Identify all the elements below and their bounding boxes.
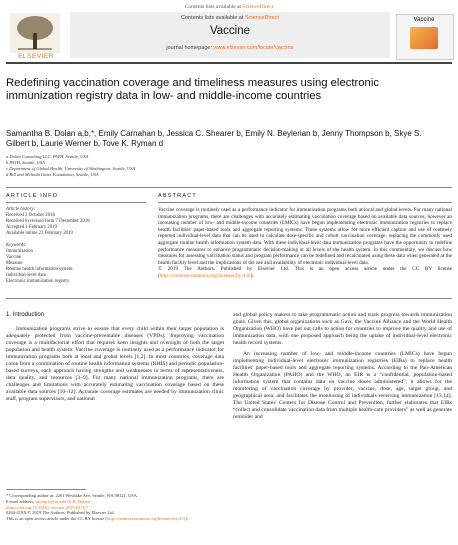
journal-homepage: journal homepage: www.elsevier.com/locate/vaccine: [166, 45, 294, 51]
body-column-right: [233, 312, 452, 421]
contents-line: Contents lists available at ScienceDirect: [181, 15, 279, 21]
keyword: Immunization: [6, 249, 33, 254]
affiliations: [6, 154, 436, 178]
issn-line: 0264-410X/© 2019 The Authors. Published by Elsevier Ltd.: [6, 510, 115, 516]
cover-title: Vaccine: [413, 17, 435, 23]
license-link[interactable]: http://creativecommons.org/licenses/by/4.0/: [159, 272, 251, 279]
affiliation: c Department of Global Health, University of Washington, Seattle, USA: [6, 166, 136, 171]
keyword: Routine health information system: [6, 267, 73, 272]
keywords-label: Keywords:: [6, 243, 27, 248]
article-info-heading: ARTICLE INFO: [6, 193, 59, 199]
revised-date: Received in revised form 7 December 2018: [6, 219, 90, 224]
journal-title: Vaccine: [209, 25, 251, 37]
elsevier-tree-logo: [10, 13, 60, 53]
sciencedirect-link[interactable]: ScienceDirect: [242, 4, 274, 10]
article-info: [6, 207, 146, 285]
body-column-left: [6, 326, 224, 403]
abstract-body: Vaccine coverage is routinely used as a performance indicator for immunization programs both at local and global levels. For many national immunization programs, there are challenges with accurately estimating vaccination coverage based on available data sources, however an increasing number of low- and middle-income countries (LMICs) have begun implementing electronic immunization registries to replace health facilities' paper-based tools and aggregate reporting systems. These systems allow for more efficient capture and use of routinely reported individual-level data that can be used to calculate dose-specific and cohort vaccination coverage, replacing the commonly used aggregate routine health information system data. With these individual-level data immunization programs have the opportunity to redefine performance measures to enhance programmatic decision-making at all levels of the health system. In this commentary, we discuss how measures for assessing vaccination status and program performance can be redefined and recalculated using these data when generated at the health facility level and the implications of the use and availability of electronic individual-level data. © 2019 The Authors. Published by Elsevier Ltd. This is an open access article under the CC BY license (http://creativecommons.org/licenses/by/4.0/).: [158, 207, 452, 279]
top-availability-line: Contents lists available at ScienceDirect: [184, 4, 274, 10]
received-date: Received 3 October 2018: [6, 213, 55, 218]
paragraph: Immunization programs strive to ensure that every child within their target population is adequately protected from vaccine-preventable diseases (VPDs). Improving vaccination coverage is a multifactorial effort that requires keen insights and oversight of both the target population and health system. Vaccine coverage is routinely used as a performance indicator for immunization programs both at local and global levels [1,2]. In most countries, coverage data come from a combination of routine health information systems (RHIS) and periodic population-based surveys, each approach having strengths and weaknesses in terms of representativeness, data quality, and resources [3–9]. For many national immunization programs, there are challenges and limitations with accurately estimating vaccination coverage based on these available data sources [10–12]. Accurate coverage estimates are needed by immunization clinic staff, program supervisors, and national: [6, 326, 224, 402]
body-rule: [6, 298, 452, 299]
footnote-rule: [6, 489, 86, 490]
accepted-date: Accepted 1 February 2019: [6, 225, 58, 230]
affiliation: a Dolan Consulting LLC, PATH, Seattle, USA: [6, 154, 89, 159]
journal-homepage-link[interactable]: www.elsevier.com/locate/vaccine: [213, 45, 294, 51]
keyword: Electronic immunization registry: [6, 279, 70, 284]
info-rule: [6, 202, 146, 203]
footnote: * Corresponding author at: 2201 Westlake Ave, Seattle, WA 98121, USA. E-mail address: sdolan1@bw.edu (S.B. Dolan). https://doi.org/10.1016/j.vaccine.2019.02.017 0264-410X/© 2019 The Authors. Published by Elsevier Ltd. This is an open access article under the CC BY license (http://creativecommons.org/licenses/by/4.0/).: [6, 493, 256, 522]
keyword: Vaccine: [6, 255, 22, 260]
sciencedirect-link-2[interactable]: ScienceDirect: [244, 15, 279, 21]
history-label: Article history:: [6, 207, 36, 212]
author-list: Samantha B. Dolan a,b,*, Emily Carnahan b, Jessica C. Shearer b, Emily N. Beylerian b, Jenny Thompson b, Skye S. Gilbert b, Laurie Werner b, Tove K. Ryman d: [6, 129, 422, 148]
paragraph: An increasing number of low- and middle-income countries (LMICs) have begun implementing individual-level electronic immunization registries (EIRs) to replace health facilities' paper-based tools and aggregate reporting systems. According to the Pan-American Health Organization (PAHO) and the WHO, an EIR is a “confidential, population-based information system that contains data on vaccine doses administered”, it allows for the monitoring of vaccination coverage by provider, vaccine, dose, age, target group, and geographical area, and facilitates the monitoring of individuals receiving immunization [13,14]. The United States' Centers for Disease Control and Prevention, further elaborates that EIRs “collect and consolidate vaccination data from multiple health-care providers” as well as generate reminder and: [233, 351, 452, 420]
cover-image: [410, 27, 438, 49]
article-title: Redefining vaccination coverage and timeliness measures using electronic immunization registry data in low- and middle-income countries: [6, 77, 380, 102]
doi-link[interactable]: https://doi.org/10.1016/j.vaccine.2019.02.017: [6, 504, 89, 510]
paragraph: and global policy makers to take programmatic action and track progress towards immunization goals. Given this, global organizations such as Gavi, the Vaccine Alliance and the World Health Organization (WHO) have put out calls to action for countries to improve the quality and use of immunization data, with one proposed approach being the uptake of individual-level electronic health record systems.: [233, 312, 452, 346]
introduction-heading: 1. Introduction: [6, 312, 45, 318]
abstract-copyright: © 2019 The Authors. Published by Elsevier Ltd. This is an open access article under the CC BY license (: [158, 266, 452, 279]
affiliation: b PATH, Seattle, USA: [6, 160, 45, 165]
footnote-license-link[interactable]: http://creativecommons.org/licenses/by/4.0/: [106, 516, 186, 522]
abstract-rule: [158, 202, 452, 203]
corresponding-author: * Corresponding author at: 2201 Westlake Ave, Seattle, WA 98121, USA.: [6, 493, 139, 498]
section-rule: [6, 187, 452, 188]
keyword: Individual-level data: [6, 273, 46, 278]
online-date: Available online 23 February 2019: [6, 231, 73, 236]
abstract-heading: ABSTRACT: [158, 193, 197, 199]
abstract-text: Vaccine coverage is routinely used as a performance indicator for immunization programs both at local and global levels. For many national immunization programs, there are challenges with accurately estimating vaccination coverage based on available data sources, however an increasing number of low- and middle-income countries (LMICs) have begun implementing electronic immunization registries to replace health facilities' paper-based tools and aggregate reporting systems. These systems allow for more efficient capture and use of routinely reported individual-level data that can be used to calculate dose-specific and cohort vaccination coverage, replacing the commonly used aggregate routine health information system data. With these individual-level data immunization programs have the opportunity to redefine performance measures to enhance programmatic decision-making at all levels of the health system. In this commentary, we discuss how measures for assessing vaccination status and program performance can be redefined and recalculated using these data when generated at the health facility level and the implications of the use and availability of electronic individual-level data.: [158, 207, 452, 266]
email-link[interactable]: sdolan1@bw.edu (S.B. Dolan).: [35, 498, 92, 504]
publisher-name: ELSEVIER: [18, 53, 54, 60]
header-rule: [6, 62, 452, 64]
keyword: Measure: [6, 261, 23, 266]
affiliation: d Bill and Melinda Gates Foundation, Seattle, USA: [6, 172, 99, 177]
